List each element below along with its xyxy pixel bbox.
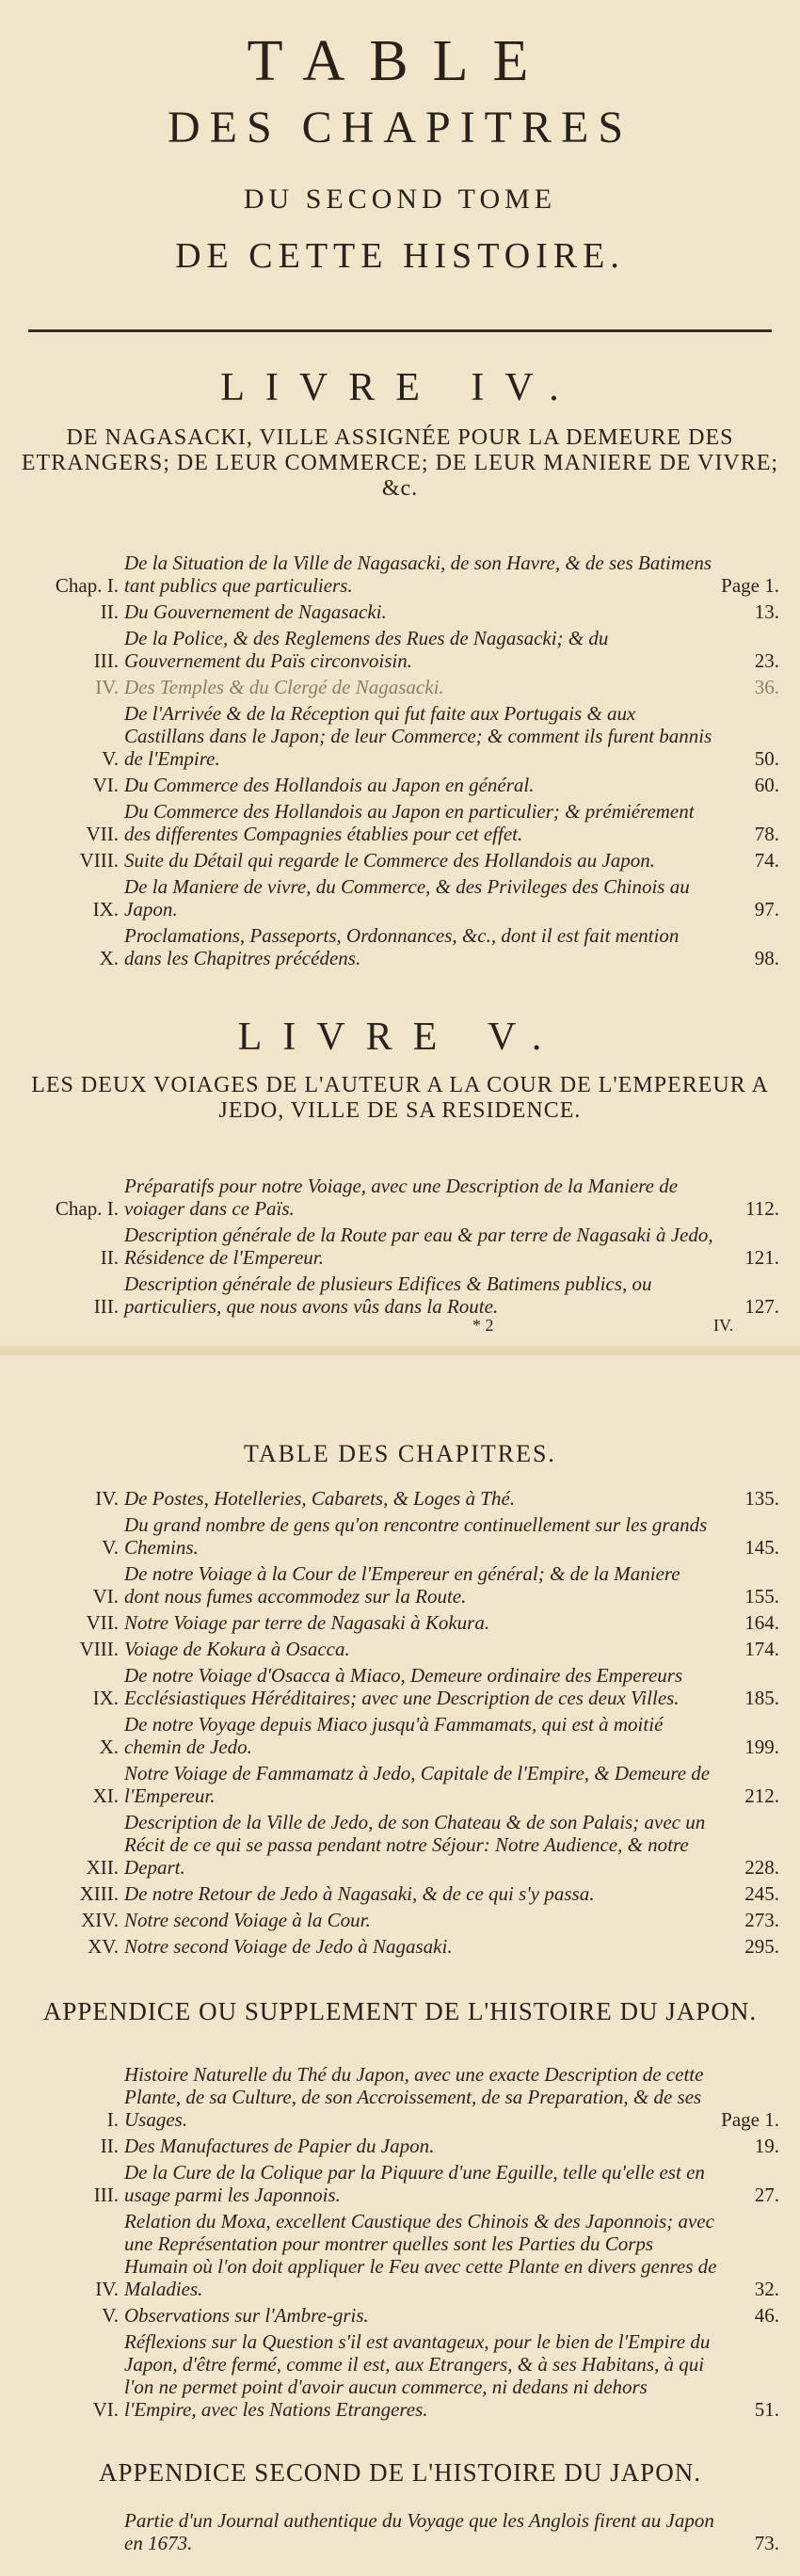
chapter-page: 46.: [754, 2304, 779, 2327]
chapter-title: Des Manufactures de Papier du Japon.: [124, 2135, 435, 2157]
chapter-page: 164.: [744, 1611, 779, 1634]
chapter-title: Notre Voiage par terre de Nagasaki à Kokura.: [124, 1611, 490, 1634]
chapter-title: De la Cure de la Colique par la Piquure d'une Eguille, telle qu'elle est en usage parmi les Japonnois.: [124, 2161, 705, 2206]
livre-iv-heading: LIVRE IV.: [220, 366, 580, 409]
chapter-number: VI.: [92, 774, 119, 796]
toc-entry[interactable]: [13, 849, 785, 872]
chapter-title: De notre Retour de Jedo à Nagasaki, & de ce qui s'y passa.: [124, 1882, 595, 1905]
chapter-number: VI.: [92, 1585, 119, 1608]
chapter-title: De notre Voyage depuis Miaco jusqu'à Fammamats, qui est à moitié chemin de Jedo.: [124, 1713, 664, 1758]
chapter-page: 228.: [744, 1856, 779, 1879]
chapter-title: Proclamations, Passeports, Ordonnances, &c., dont il est fait mention dans les Chapitres précédens.: [124, 924, 680, 969]
chapter-number: VII.: [86, 1611, 119, 1634]
chapter-number: III.: [93, 2184, 119, 2206]
page-subtitle-chapitres: DES CHAPITRES: [167, 103, 633, 152]
chapter-title: De notre Voiage d'Osacca à Miaco, Demeure ordinaire des Empereurs Ecclésiastiques Héréditaires; avec une Description de ces deux Villes.: [124, 1664, 683, 1709]
chapter-page: 13.: [754, 600, 779, 623]
toc-entry[interactable]: [13, 1175, 785, 1220]
chapter-title: Description générale de la Route par eau & par terre de Nagasaki à Jedo, Résidence de l'Empereur.: [124, 1224, 713, 1269]
chapter-page: 121.: [744, 1246, 779, 1269]
chapter-number: XV.: [88, 1935, 119, 1958]
chapter-page: 50.: [754, 747, 779, 770]
toc-entry[interactable]: [13, 2330, 785, 2421]
chapter-number: II.: [100, 1246, 119, 1269]
chapter-number: II.: [100, 2135, 119, 2157]
page-gap: [0, 1346, 800, 1355]
chapter-page: 23.: [754, 649, 779, 672]
livre-iv-description: DE NAGASACKI, VILLE ASSIGNÉE POUR LA DEMEURE DES ETRANGERS; DE LEUR COMMERCE; DE LEUR MANIERE DE VIVRE; &c.: [21, 425, 779, 501]
toc-entry[interactable]: [13, 1487, 785, 1510]
chapter-page: 145.: [744, 1536, 779, 1559]
toc-entry[interactable]: [13, 1909, 785, 1931]
toc-entry[interactable]: [13, 875, 785, 920]
chapter-page: 199.: [744, 1736, 779, 1758]
chapter-page: 32.: [754, 2278, 779, 2300]
page-subtitle-tome: DU SECOND TOME: [243, 184, 557, 215]
toc-entry[interactable]: [13, 1638, 785, 1660]
chapter-page: 112.: [745, 1197, 779, 1220]
chapter-number: XI.: [92, 1784, 119, 1807]
chapter-title: Partie d'un Journal authentique du Voyage que les Anglois firent au Japon en 1673.: [124, 2509, 714, 2554]
chapter-page: 155.: [744, 1585, 779, 1608]
toc-entry[interactable]: [13, 552, 785, 597]
chapter-title: Notre second Voiage à la Cour.: [124, 1909, 371, 1931]
chapter-number: VI.: [92, 2398, 119, 2421]
chapter-number: IX.: [92, 898, 119, 920]
chapter-number: XIII.: [79, 1882, 119, 1905]
chapter-page: 98.: [754, 947, 779, 969]
toc-entry[interactable]: [13, 600, 785, 623]
livre-v-toc-continued: [13, 1487, 785, 1961]
chapter-page: 27.: [754, 2184, 779, 2206]
chapter-page: 245.: [744, 1882, 779, 1905]
toc-entry[interactable]: [13, 1713, 785, 1758]
chapter-title: Observations sur l'Ambre-gris.: [124, 2304, 369, 2327]
chapter-title: Notre second Voiage de Jedo à Nagasaki.: [124, 1935, 453, 1958]
appendix-one-title: APPENDICE OU SUPPLEMENT DE L'HISTOIRE DU JAPON.: [42, 1997, 758, 2025]
chapter-page: 135.: [744, 1487, 779, 1510]
chapter-number: IX.: [92, 1687, 119, 1709]
chapter-number: IV.: [95, 2278, 119, 2300]
chapter-number: V.: [102, 2304, 119, 2327]
chapter-number: XII.: [86, 1856, 119, 1879]
toc-entry[interactable]: [13, 1811, 785, 1879]
toc-entry[interactable]: [13, 2161, 785, 2206]
chapter-title: Préparatifs pour notre Voiage, avec une Description de la Maniere de voiager dans ce Païs.: [124, 1175, 679, 1220]
chapter-page: 212.: [744, 1784, 779, 1807]
chapter-number: X.: [99, 1736, 119, 1758]
chapter-number: VIII.: [79, 849, 119, 872]
chapter-number: III.: [93, 1295, 119, 1318]
toc-entry[interactable]: [13, 2509, 785, 2554]
chapter-page: 78.: [754, 823, 779, 845]
chapter-page: 19.: [754, 2135, 779, 2157]
livre-v-heading: LIVRE V.: [237, 1016, 563, 1059]
toc-entry[interactable]: [13, 2063, 785, 2131]
chapter-page: 74.: [754, 849, 779, 872]
toc-entry[interactable]: [13, 1882, 785, 1905]
chapter-page: 60.: [754, 774, 779, 796]
chapter-title: Du Commerce des Hollandois au Japon en particulier; & prémiérement des differentes Compagnies établies pour cet effet.: [124, 800, 695, 845]
chapter-title: Réflexions sur la Question s'il est avantageux, pour le bien de l'Empire du Japon, d'être fermé, comme il est, aux Etrangers, & à ses Habitans, à qui l'on ne permet point d'avoir aucun commerce, ni dedans ni dehors l'Empire, avec les Nations Etrangeres.: [124, 2330, 711, 2421]
signature-mark: * 2: [472, 1316, 494, 1335]
chapter-page: 295.: [744, 1935, 779, 1958]
toc-entry[interactable]: [13, 2135, 785, 2157]
toc-entry[interactable]: [13, 676, 785, 698]
chapter-page: 73.: [754, 2532, 779, 2554]
chapter-page: 36.: [754, 676, 779, 698]
chapter-number: V.: [102, 747, 119, 770]
chapter-number: I.: [106, 2108, 119, 2131]
page-two: [0, 1355, 800, 2576]
toc-entry[interactable]: [13, 627, 785, 672]
chapter-title: Notre Voiage de Fammamatz à Jedo, Capitale de l'Empire, & Demeure de l'Empereur.: [124, 1762, 711, 1807]
chapter-title: De la Maniere de vivre, du Commerce, & des Privileges des Chinois au Japon.: [124, 875, 690, 920]
chapter-title: Du Gouvernement de Nagasacki.: [124, 600, 387, 623]
toc-entry[interactable]: [13, 1562, 785, 1608]
chapter-title: Des Temples & du Clergé de Nagasacki.: [124, 676, 444, 698]
toc-entry[interactable]: [13, 2210, 785, 2300]
toc-entry[interactable]: [13, 1611, 785, 1634]
chapter-title: Description de la Ville de Jedo, de son Chateau & de son Palais; avec un Récit de ce qui se passa pendant notre Séjour: Notre Audience, & notre Depart.: [124, 1811, 706, 1879]
chapter-title: Histoire Naturelle du Thé du Japon, avec une exacte Description de cette Plante, de sa Culture, de son Accroissement, de sa Preparation, & de ses Usages.: [124, 2063, 704, 2131]
title-divider: [28, 329, 772, 332]
chapter-title: De la Situation de la Ville de Nagasacki, de son Havre, & de ses Batimens tant publics que particuliers.: [124, 552, 712, 597]
chapter-title: Voiage de Kokura à Osacca.: [124, 1638, 350, 1660]
toc-entry[interactable]: [13, 702, 785, 770]
chapter-title: De la Police, & des Reglemens des Rues de Nagasacki; & du Gouvernement du Païs circonvoisin.: [124, 627, 609, 672]
toc-entry[interactable]: [13, 1224, 785, 1269]
chapter-page: Page 1.: [721, 574, 779, 597]
chapter-page: 185.: [744, 1687, 779, 1709]
toc-entry[interactable]: [13, 1762, 785, 1807]
chapter-page: 127.: [744, 1295, 779, 1318]
chapter-number: X.: [99, 947, 119, 969]
chapter-title: Du Commerce des Hollandois au Japon en général.: [124, 774, 535, 796]
chapter-page: 51.: [754, 2398, 779, 2421]
toc-entry[interactable]: [13, 1272, 785, 1318]
chapter-page: 174.: [744, 1638, 779, 1660]
toc-entry[interactable]: [13, 1935, 785, 1958]
livre-v-description: LES DEUX VOIAGES DE L'AUTEUR A LA COUR DE L'EMPEREUR A JEDO, VILLE DE SA RESIDENCE.: [31, 1073, 769, 1123]
toc-entry[interactable]: [13, 800, 785, 845]
chapter-number: XIV.: [81, 1909, 119, 1931]
chapter-number: IV.: [95, 676, 119, 698]
chapter-number: Chap. I.: [55, 574, 119, 597]
page-subtitle-histoire: DE CETTE HISTOIRE.: [175, 236, 625, 276]
toc-entry[interactable]: [13, 2304, 785, 2327]
toc-entry[interactable]: [13, 1513, 785, 1559]
chapter-title: Suite du Détail qui regarde le Commerce des Hollandois au Japon.: [124, 849, 655, 872]
chapter-title: Relation du Moxa, excellent Caustique des Chinois & des Japonnois; avec une Représentation pour montrer quelles sont les Parties du Corps Humain où l'on doit appliquer le Feu avec cette Plante en divers genres de Maladies.: [124, 2210, 717, 2300]
chapter-page: 97.: [754, 898, 779, 920]
running-header: TABLE DES CHAPITRES.: [244, 1440, 556, 1467]
chapter-page: Page 1.: [721, 2108, 779, 2131]
chapter-number: VII.: [86, 823, 119, 845]
chapter-title: De l'Arrivée & de la Réception qui fut faite aux Portugais & aux Castillans dans le Japon; de leur Commerce; & comment ils furent bannis de l'Empire.: [124, 702, 712, 770]
chapter-number: III.: [93, 649, 119, 672]
catchword: IV.: [713, 1316, 734, 1335]
appendix-two-toc: [13, 2509, 785, 2558]
livre-iv-toc: [13, 552, 785, 973]
livre-v-toc: [13, 1175, 785, 1321]
chapter-number: II.: [100, 600, 119, 623]
chapter-title: Description générale de plusieurs Edifices & Batimens publics, ou particuliers, que nous avons vûs dans la Route.: [124, 1272, 652, 1318]
chapter-number: VIII.: [79, 1638, 119, 1660]
chapter-title: Du grand nombre de gens qu'on rencontre continuellement sur les grands Chemins.: [124, 1513, 708, 1559]
appendix-one-toc: [13, 2063, 785, 2424]
toc-entry[interactable]: [13, 774, 785, 796]
page-title: TABLE: [247, 29, 553, 93]
toc-entry[interactable]: [13, 1664, 785, 1709]
chapter-title: De notre Voiage à la Cour de l'Empereur en général; & de la Maniere dont nous fumes accommodez sur la Route.: [124, 1562, 680, 1608]
chapter-title: De Postes, Hotelleries, Cabarets, & Loges à Thé.: [124, 1487, 516, 1510]
appendix-two-title: APPENDICE SECOND DE L'HISTOIRE DU JAPON.: [99, 2458, 701, 2487]
chapter-number: Chap. I.: [55, 1197, 119, 1220]
chapter-page: 273.: [744, 1909, 779, 1931]
toc-entry[interactable]: [13, 924, 785, 969]
chapter-number: V.: [102, 1536, 119, 1559]
chapter-number: IV.: [95, 1487, 119, 1510]
